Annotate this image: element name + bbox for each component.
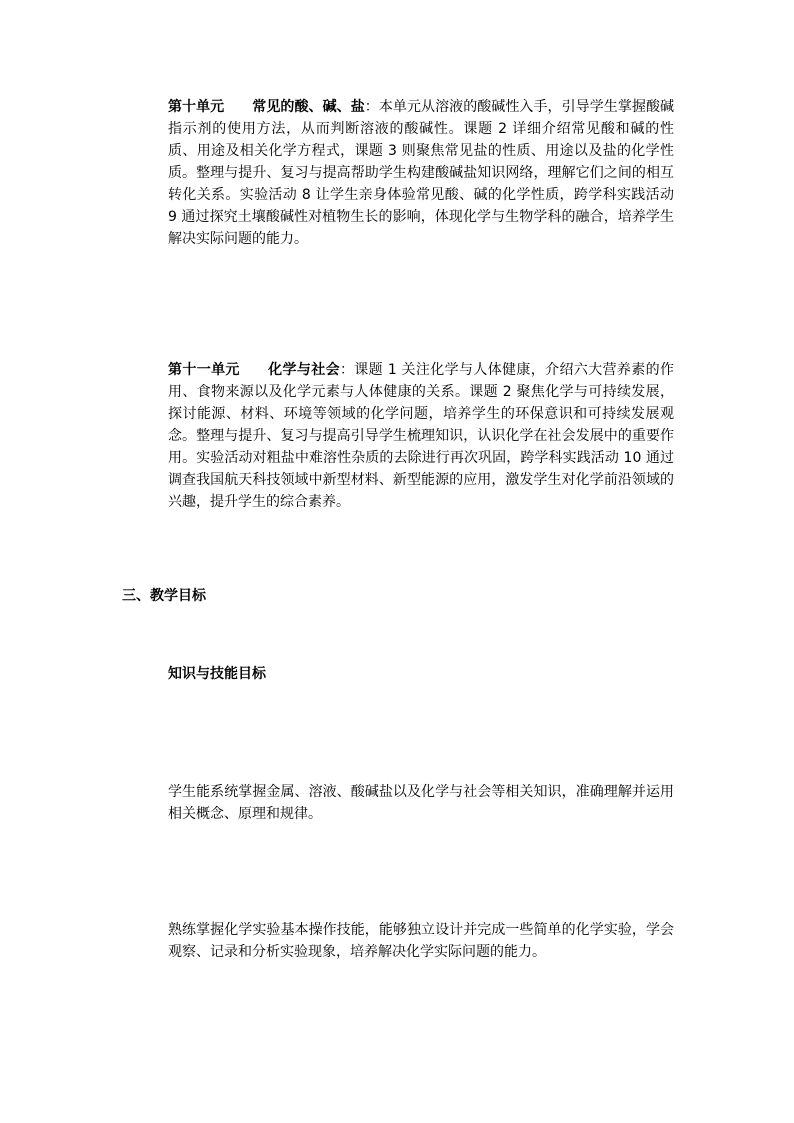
unit10-paragraph [168, 96, 674, 250]
goal-paragraph-2: 熟练掌握化学实验基本操作技能，能够独立设计并完成一些简单的化学实验，学会观察、记录和分析实验现象，培养解决化学实际问题的能力。 [168, 922, 674, 960]
section-heading-teaching-goals: 三、教学目标 [122, 588, 206, 604]
unit11-body: ：课题 1 关注化学与人体健康，介绍六大营养素的作用、食物来源以及化学元素与人体健康的关系。课题 2 聚焦化学与可持续发展，探讨能源、材料、环境等领域的化学问题，培养学生的环保意识和可持续发展观念。整理与提升、复习与提高引导学生梳理知识，认识化学在社会发展中的重要作用。实验活动对粗盐中难溶性杂质的去除进行再次巩固，跨学科实践活动 10 通过调查我国航天科技领域中新型材料、新型能源的应用，激发学生对化学前沿领域的兴趣，提升学生的综合素养。 [168, 362, 675, 510]
unit11-title: 化学与社会 [267, 362, 340, 378]
subheading-knowledge-skills: 知识与技能目标 [168, 666, 266, 682]
unit10-title: 常见的酸、碱、盐 [252, 99, 365, 115]
unit11-paragraph [168, 359, 674, 513]
unit10-body: ：本单元从溶液的酸碱性入手，引导学生掌握酸碱指示剂的使用方法，从而判断溶液的酸碱性。课题 2 详细介绍常见酸和碱的性质、用途及相关化学方程式，课题 3 则聚焦常见盐的性质、用途以及盐的化学性质。整理与提升、复习与提高帮助学生构建酸碱盐知识网络，理解它们之间的相互转化关系。实验活动 8 让学生亲身体验常见酸、碱的化学性质，跨学科实践活动 9 通过探究土壤酸碱性对植物生长的影响，体现化学与生物学科的融合，培养学生解决实际问题的能力。 [168, 99, 675, 247]
unit11-label: 第十一单元 [168, 362, 240, 378]
goal-paragraph-1: 学生能系统掌握金属、溶液、酸碱盐以及化学与社会等相关知识，准确理解并运用相关概念、原理和规律。 [168, 784, 674, 822]
unit10-label: 第十单元 [168, 99, 225, 115]
